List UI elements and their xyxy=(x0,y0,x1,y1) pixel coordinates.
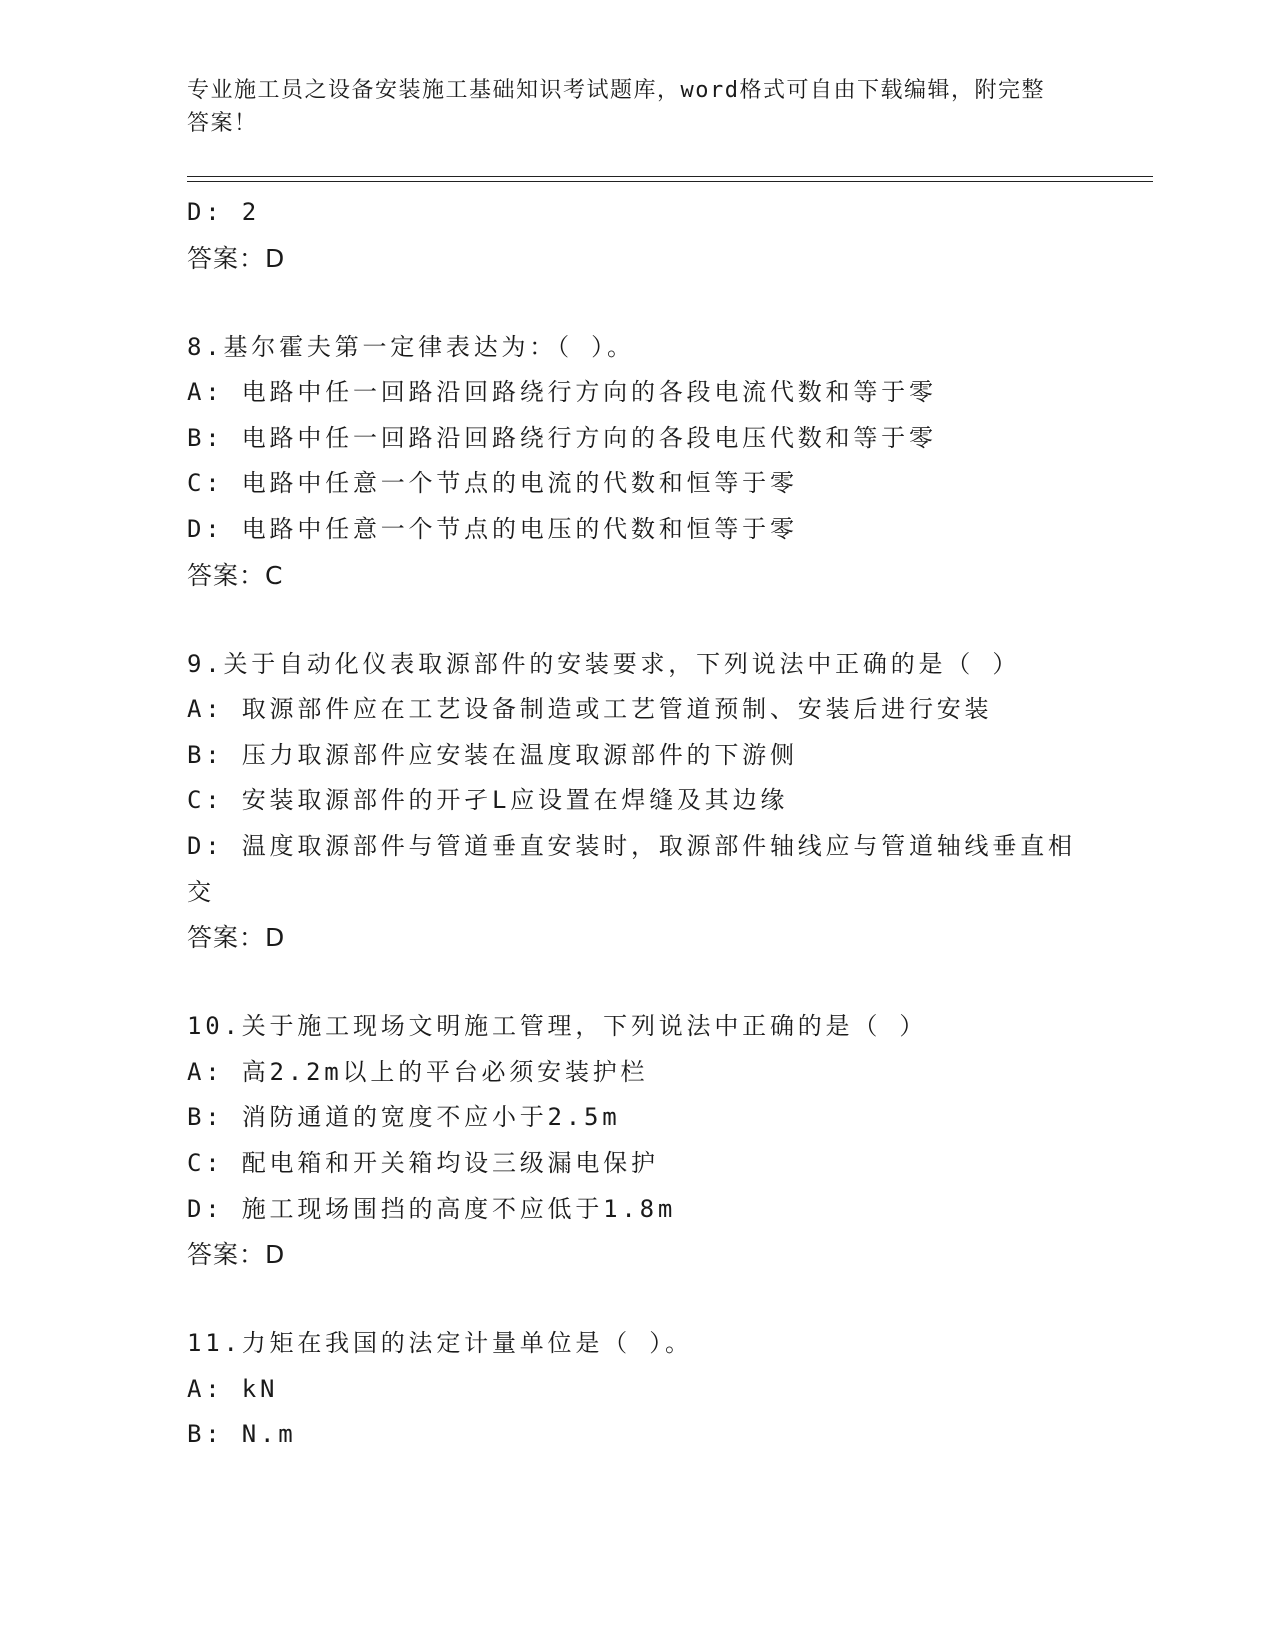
answer-option: C: 安装取源部件的开孑L应设置在焊缝及其边缘 xyxy=(187,786,789,815)
question-block xyxy=(187,1004,1087,1278)
answer-key: 答案：C xyxy=(187,560,284,590)
block-spacer xyxy=(187,1278,1087,1321)
answer-key: 答案：D xyxy=(187,1240,286,1270)
question-stem: 10.关于施工现场文明施工管理，下列说法中正确的是（ ） xyxy=(187,1012,928,1041)
answer-option: A: 取源部件应在工艺设备制造或工艺管道预制、安装后进行安装 xyxy=(187,695,993,724)
question-stem: 11.力矩在我国的法定计量单位是（ ）。 xyxy=(187,1329,693,1358)
question-stem: 9.关于自动化仪表取源部件的安装要求，下列说法中正确的是（ ） xyxy=(187,649,1021,678)
question-stem: 8.基尔霍夫第一定律表达为：（ ）。 xyxy=(187,332,635,361)
answer-option: C: 配电箱和开关箱均设三级漏电保护 xyxy=(187,1148,659,1177)
block-spacer xyxy=(187,961,1087,1004)
question-block xyxy=(187,642,1087,962)
document-header: 专业施工员之设备安装施工基础知识考试题库，word格式可自由下载编辑，附完整答案！ xyxy=(187,78,1045,136)
answer-option: B: 压力取源部件应安装在温度取源部件的下游侧 xyxy=(187,740,798,769)
answer-option: D: 温度取源部件与管道垂直安装时，取源部件轴线应与管道轴线垂直相交 xyxy=(187,831,1076,906)
question-list xyxy=(187,190,1087,1458)
header-rule-top xyxy=(187,176,1153,177)
block-spacer xyxy=(187,599,1087,642)
answer-option: A: kN xyxy=(187,1374,279,1403)
question-block xyxy=(187,325,1087,599)
answer-key: 答案：D xyxy=(187,923,286,953)
answer-option: D: 电路中任意一个节点的电压的代数和恒等于零 xyxy=(187,514,798,543)
answer-option: A: 电路中任一回路沿回路绕行方向的各段电流代数和等于零 xyxy=(187,378,937,407)
answer-key: 答案：D xyxy=(187,243,286,273)
answer-option: B: 消防通道的宽度不应小于2.5m xyxy=(187,1103,621,1132)
header-rule-bottom xyxy=(187,181,1153,182)
question-block xyxy=(187,190,1087,282)
answer-option: C: 电路中任意一个节点的电流的代数和恒等于零 xyxy=(187,469,798,498)
block-spacer xyxy=(187,282,1087,325)
question-block xyxy=(187,1321,1087,1458)
answer-option: A: 高2.2m以上的平台必须安装护栏 xyxy=(187,1057,649,1086)
answer-option: D: 施工现场围挡的高度不应低于1.8m xyxy=(187,1194,677,1223)
answer-option: D: 2 xyxy=(187,198,260,226)
answer-option: B: 电路中任一回路沿回路绕行方向的各段电压代数和等于零 xyxy=(187,423,937,452)
answer-option: B: N.m xyxy=(187,1420,297,1449)
